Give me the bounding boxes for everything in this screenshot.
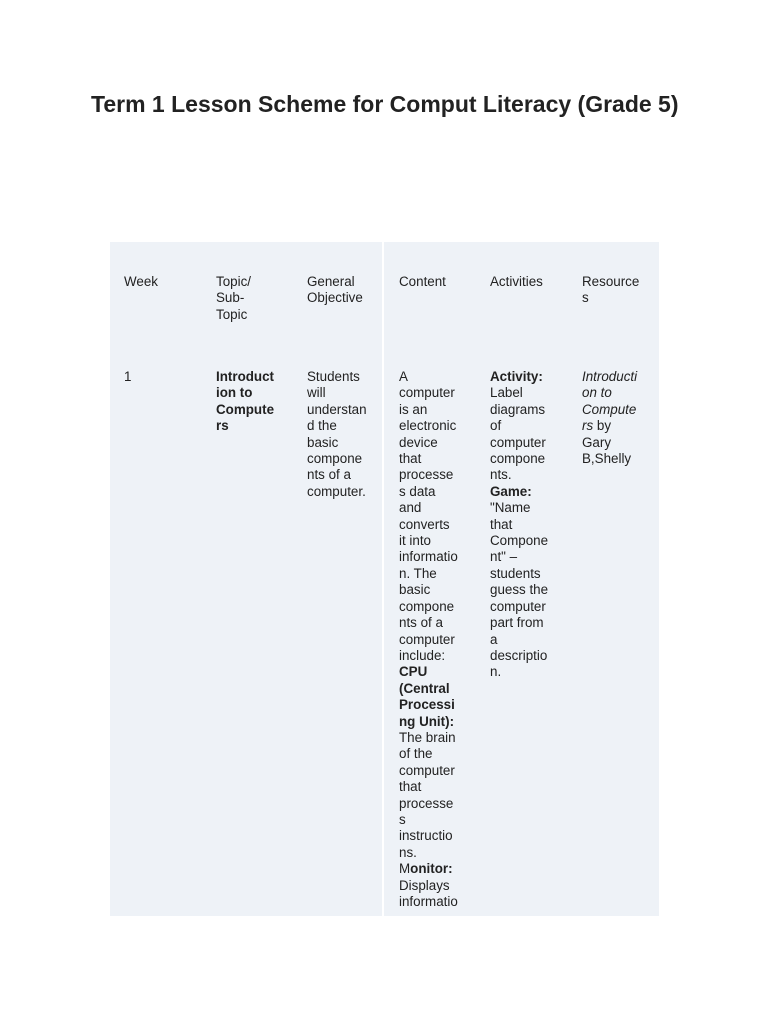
- cell-objective: Students will understan d the basic compone nts of a computer.: [307, 369, 367, 499]
- cell-topic: Introduct ion to Compute rs: [216, 369, 275, 434]
- header-content: Content: [399, 274, 446, 289]
- header-objective: General Objective: [307, 274, 363, 306]
- cell-resources: [582, 369, 644, 467]
- content-monitor-text: Displays informatio: [399, 877, 458, 909]
- activity-label: Activity:: [490, 369, 543, 384]
- activity-text: Label diagrams of computer compone nts.: [490, 385, 546, 483]
- resource-author: by Gary B,Shelly: [582, 418, 632, 467]
- content-monitor-label: onitor:: [410, 861, 453, 877]
- header-resources: Resource s: [582, 274, 640, 306]
- content-intro: A computer is an electronic device that processe s data and converts it into informatio n. The basic compone nts of a computer include:: [399, 369, 458, 663]
- page-title: Term 1 Lesson Scheme for Comput Literacy (Grade 5): [91, 91, 679, 117]
- content-monitor-label-m: M: [399, 861, 411, 877]
- resource-book-title: Introducti on to Compute rs: [582, 369, 638, 434]
- content-cpu-text: The brain of the computer that processe s instructio ns.: [399, 729, 456, 860]
- cell-content: [399, 369, 461, 910]
- lesson-scheme-table: [110, 242, 659, 916]
- game-text: "Name that Compone nt" – students guess the computer part from a descriptio n.: [490, 500, 549, 680]
- header-week: Week: [124, 274, 158, 289]
- header-activities: Activities: [490, 274, 543, 289]
- game-label: Game:: [490, 483, 532, 499]
- header-topic: Topic/ Sub- Topic: [216, 274, 251, 322]
- column-divider: [382, 242, 384, 916]
- cell-activities: [490, 369, 552, 681]
- cell-week: 1: [124, 369, 132, 384]
- content-cpu-label: CPU (Central Processi ng Unit):: [399, 664, 455, 729]
